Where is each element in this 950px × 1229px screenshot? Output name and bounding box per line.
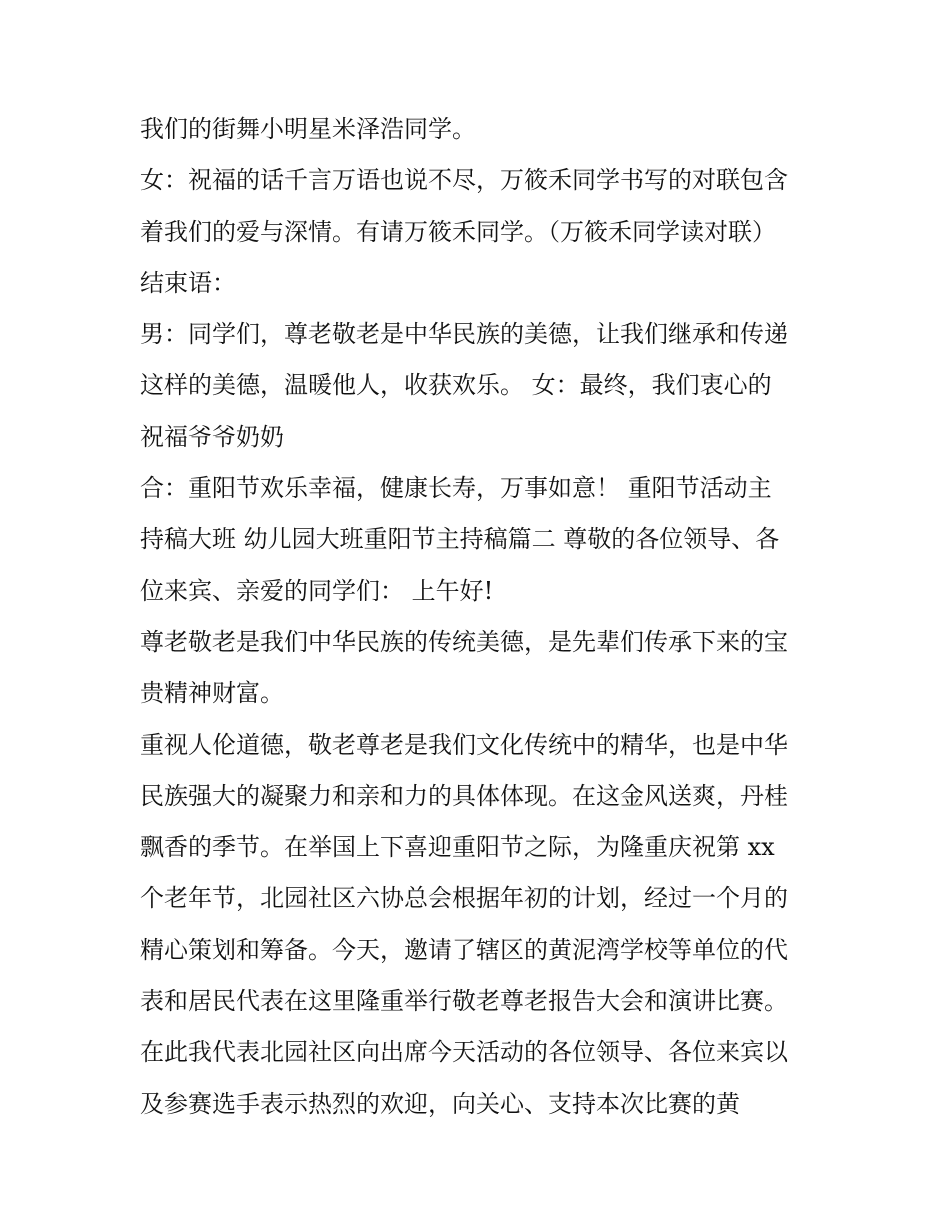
- text-line-12: 贵精神财富。: [140, 679, 284, 708]
- text-line-16: 个老年节，北园社区六协总会根据年初的计划，经过一个月的: [140, 884, 788, 913]
- text-line-19: 在此我代表北园社区向出席今天活动的各位领导、各位来宾以: [140, 1038, 788, 1067]
- text-line-1: 我们的街舞小明星米泽浩同学。: [140, 115, 476, 143]
- text-line-18: 表和居民代表在这里隆重举行敬老尊老报告大会和演讲比赛。: [140, 987, 788, 1016]
- text-line-15: 飘香的季节。在举国上下喜迎重阳节之际，为隆重庆祝第 xx: [140, 833, 775, 862]
- text-line-8: 合：重阳节欢乐幸福，健康长寿，万事如意！ 重阳节活动主: [140, 474, 772, 503]
- text-line-20: 及参赛选手表示热烈的欢迎，向关心、支持本次比赛的黄: [140, 1089, 740, 1118]
- text-line-7: 祝福爷爷奶奶: [140, 422, 284, 451]
- text-line-3: 着我们的爱与深情。有请万筱禾同学。（万筱禾同学读对联）: [140, 217, 776, 246]
- text-line-17: 精心策划和筹备。今天，邀请了辖区的黄泥湾学校等单位的代: [140, 935, 788, 964]
- document-body: [140, 104, 830, 1130]
- text-line-6: 这样的美德，温暖他人，收获欢乐。 女：最终，我们衷心的: [140, 371, 772, 400]
- text-line-11: 尊老敬老是我们中华民族的传统美德，是先辈们传承下来的宝: [140, 627, 788, 656]
- text-line-14: 民族强大的凝聚力和亲和力的具体体现。在这金风送爽，丹桂: [140, 781, 788, 810]
- text-line-10: 位来宾、亲爱的同学们： 上午好!: [140, 576, 494, 605]
- text-line-5: 男：同学们，尊老敬老是中华民族的美德，让我们继承和传递: [140, 320, 788, 349]
- text-line-13: 重视人伦道德，敬老尊老是我们文化传统中的精华，也是中华: [140, 730, 788, 759]
- text-line-9: 持稿大班 幼儿园大班重阳节主持稿篇二 尊敬的各位领导、各: [140, 525, 780, 554]
- text-line-2: 女：祝福的话千言万语也说不尽，万筱禾同学书写的对联包含: [140, 166, 788, 195]
- text-line-4: 结束语：: [140, 268, 236, 297]
